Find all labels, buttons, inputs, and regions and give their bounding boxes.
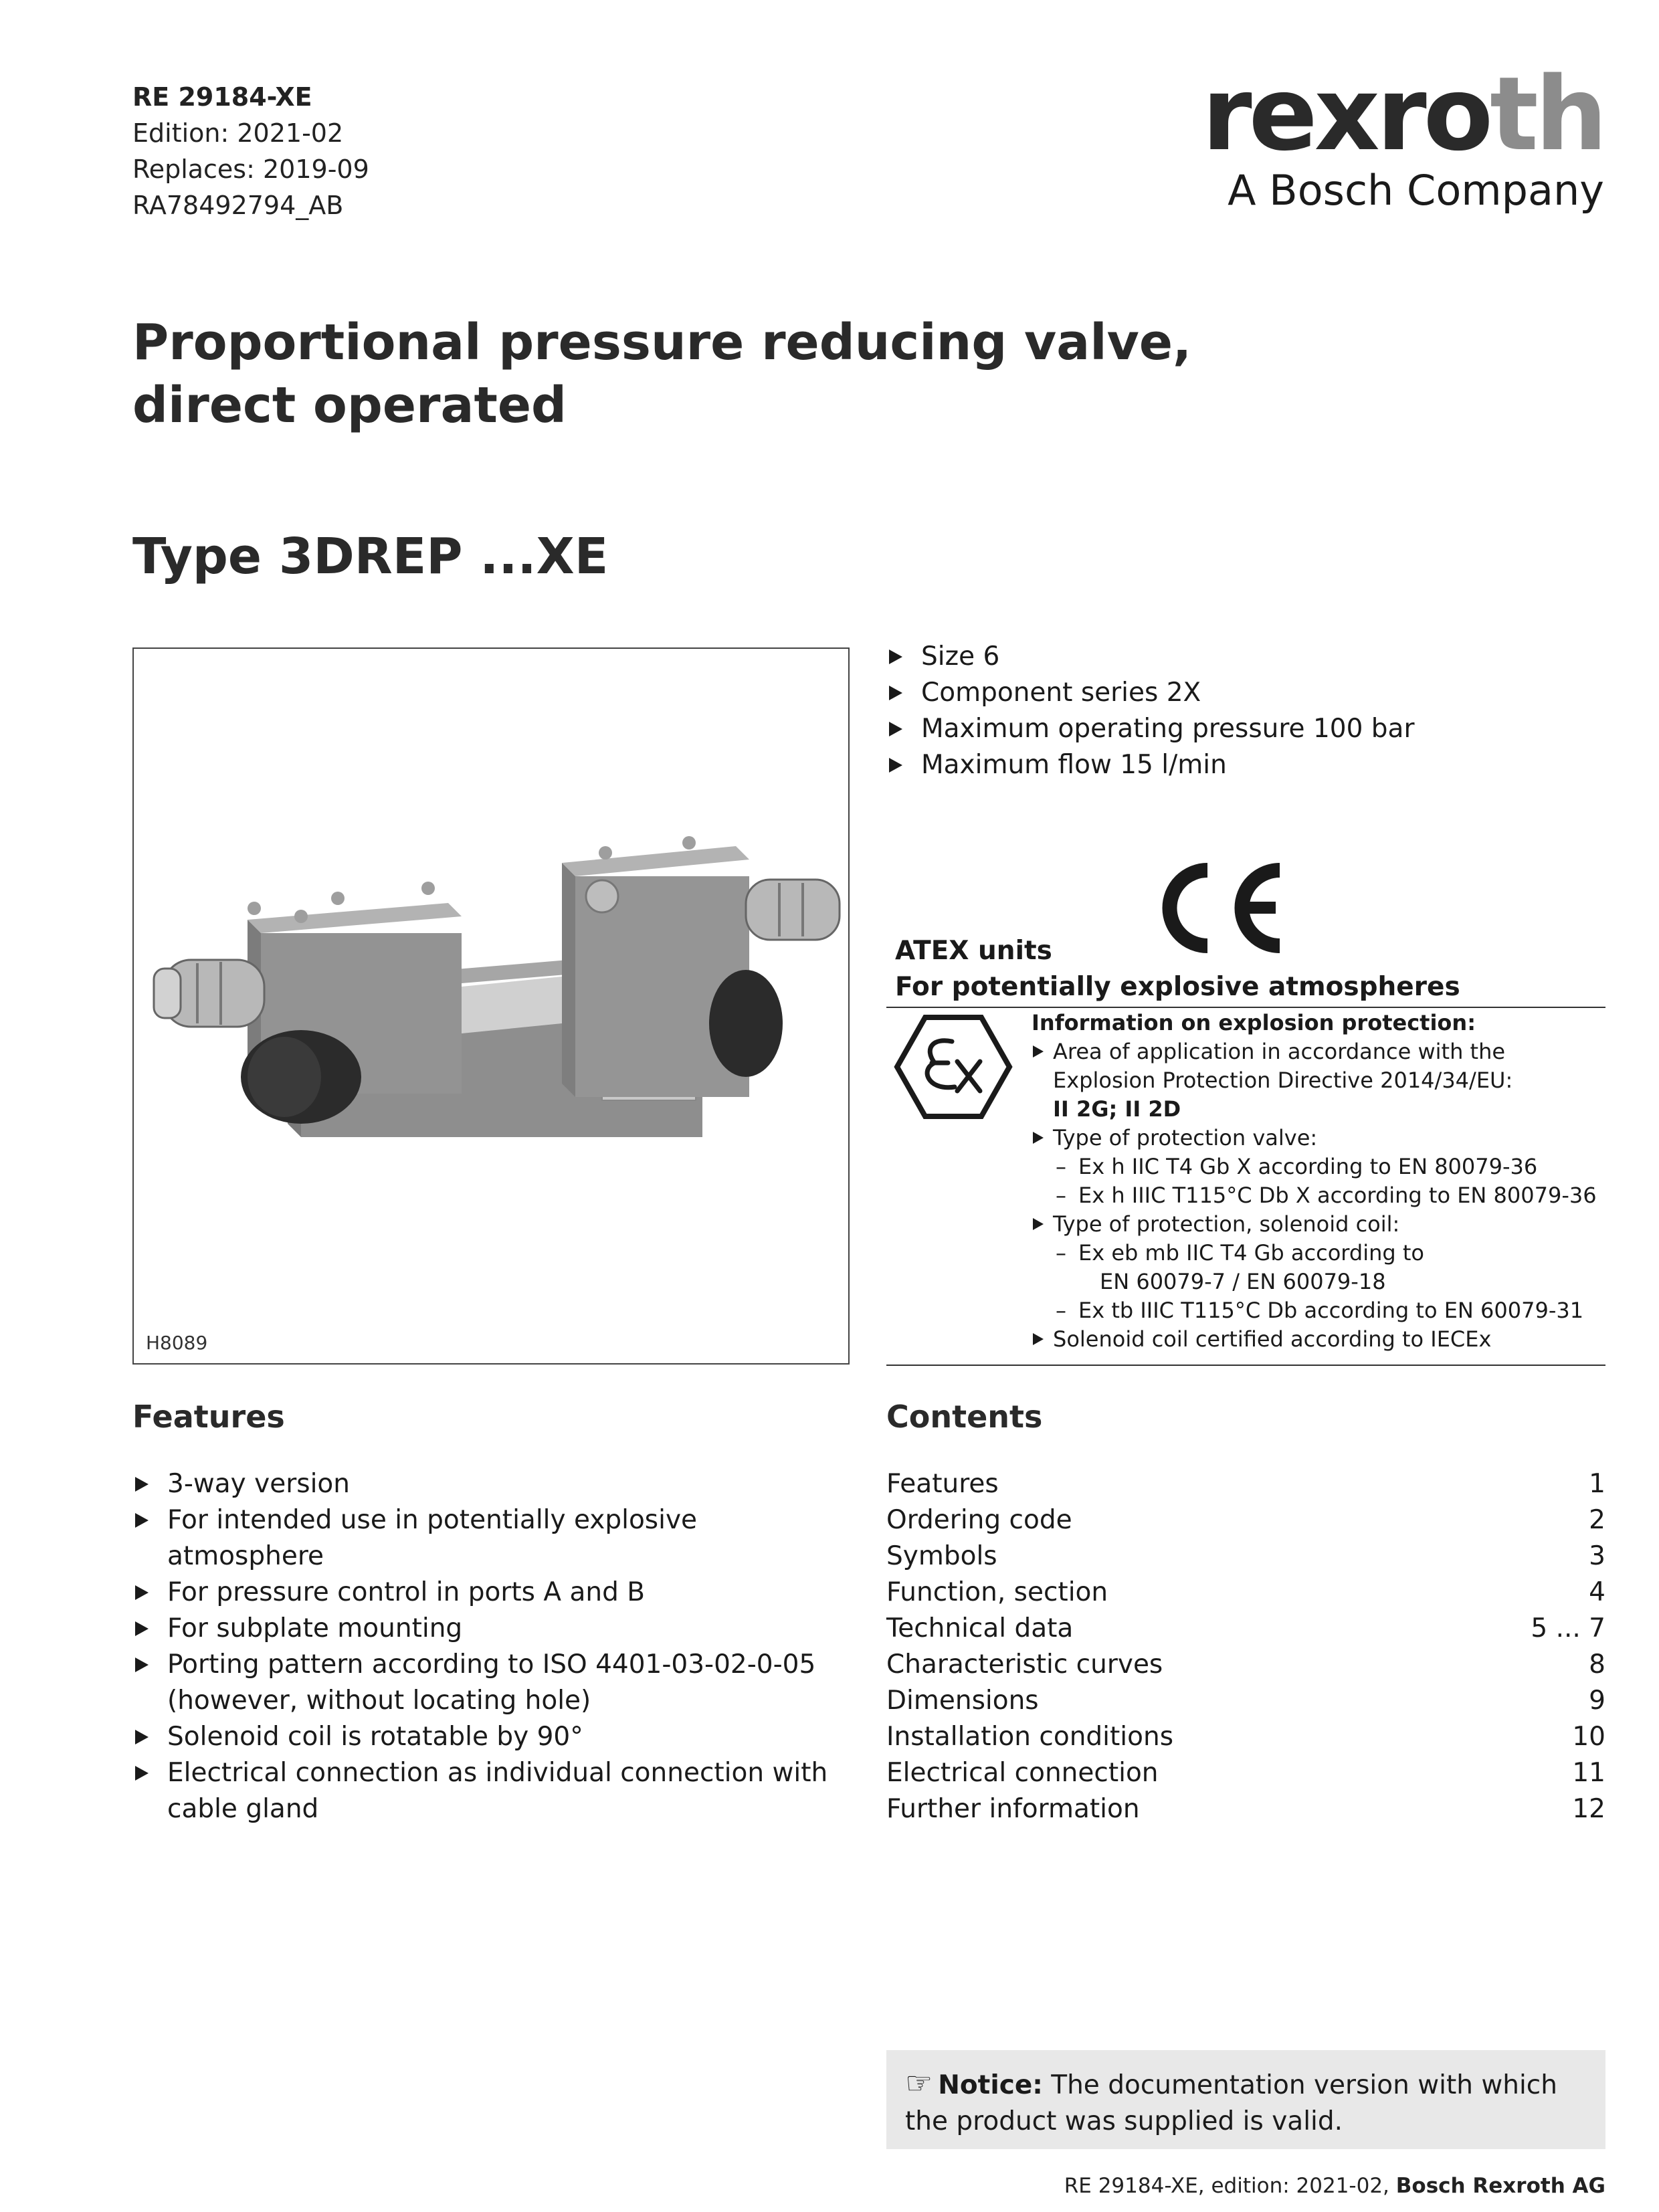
- atex-heading: [895, 933, 1460, 1005]
- replaces: Replaces: 2019-09: [132, 155, 369, 184]
- brand-wordmark: [1176, 55, 1604, 173]
- toc-page: 2: [1589, 1505, 1605, 1535]
- valve-protection-heading: Type of protection valve:: [1053, 1125, 1318, 1150]
- list-item: Maximum flow 15 l/min: [886, 747, 1609, 783]
- contents-heading: Contents: [886, 1399, 1043, 1435]
- toc-page: 9: [1589, 1686, 1605, 1716]
- valve-illustration: [134, 649, 848, 1363]
- image-code: H8089: [146, 1332, 208, 1354]
- title-line-2: direct operated: [132, 377, 567, 434]
- toc-page: 4: [1589, 1577, 1605, 1607]
- toc-page: 12: [1572, 1794, 1605, 1824]
- toc-row-technical-data[interactable]: [886, 1611, 1605, 1647]
- list-item: Maximum operating pressure 100 bar: [886, 711, 1609, 747]
- coil-protection-1-continued: EN 60079-7 / EN 60079-18: [1100, 1269, 1386, 1294]
- toc-page: 1: [1589, 1469, 1605, 1499]
- toc-label: Further information: [886, 1794, 1140, 1824]
- explosion-info-heading: Information on explosion protection:: [1032, 1010, 1476, 1035]
- atex-line-1: ATEX units: [895, 936, 1052, 966]
- toc-label: Dimensions: [886, 1686, 1039, 1716]
- divider: [886, 1365, 1605, 1366]
- ex-explosion-protection-icon: [893, 1013, 1013, 1120]
- document-number: RE 29184-XE: [132, 82, 312, 112]
- page-footer: [1064, 2173, 1605, 2199]
- list-item: 3-way version: [132, 1466, 855, 1502]
- notice-label: Notice:: [938, 2070, 1043, 2100]
- list-item: Size 6: [886, 639, 1609, 675]
- area-of-application: Area of application in accordance with the Explosion Protection Directive 2014/34/EU:: [1053, 1039, 1513, 1093]
- toc-row-dimensions[interactable]: [886, 1683, 1605, 1719]
- rexroth-logo: [1176, 55, 1604, 215]
- toc-row-electrical-connection[interactable]: [886, 1755, 1605, 1791]
- page-title: [132, 311, 1191, 437]
- list-item: Solenoid coil is rotatable by 90°: [132, 1719, 855, 1755]
- footer-text: RE 29184-XE, edition: 2021-02,: [1064, 2174, 1389, 2198]
- coil-protection-heading: Type of protection, solenoid coil:: [1053, 1211, 1400, 1237]
- valve-protection-1: – Ex h IIC T4 Gb X according to EN 80079-36: [1053, 1152, 1607, 1181]
- list-item: Component series 2X: [886, 675, 1609, 711]
- toc-page: 5 ... 7: [1531, 1613, 1605, 1643]
- list-item: Electrical connection as individual connection with cable gland: [132, 1755, 855, 1827]
- material-number: RA78492794_AB: [132, 191, 344, 220]
- list-item: For pressure control in ports A and B: [132, 1575, 855, 1611]
- list-item: [1032, 1124, 1607, 1210]
- toc-label: Symbols: [886, 1541, 997, 1571]
- toc-label: Function, section: [886, 1577, 1108, 1607]
- valve-protection-2: – Ex h IIIC T115°C Db X according to EN 80079-36: [1053, 1181, 1607, 1210]
- notice-text: The documentation version with which the product was supplied is valid.: [905, 2070, 1557, 2136]
- toc-label: Electrical connection: [886, 1758, 1159, 1788]
- features-heading: Features: [132, 1399, 285, 1435]
- list-item: [1032, 1037, 1607, 1124]
- toc-row-function-section[interactable]: [886, 1575, 1605, 1611]
- edition: Edition: 2021-02: [132, 118, 344, 148]
- list-item: For subplate mounting: [132, 1611, 855, 1647]
- brand-wordmark-head: rexro: [1201, 55, 1490, 173]
- area-marks: II 2G; II 2D: [1053, 1096, 1181, 1122]
- list-item: [1032, 1210, 1607, 1325]
- list-item: For intended use in potentially explosive atmosphere: [132, 1502, 855, 1575]
- document-meta: [132, 79, 369, 223]
- divider: [886, 1007, 1605, 1008]
- toc-label: Technical data: [886, 1613, 1074, 1643]
- explosion-protection-info: [1032, 1009, 1607, 1354]
- footer-company: Bosch Rexroth AG: [1395, 2174, 1605, 2198]
- table-of-contents: [886, 1466, 1605, 1827]
- toc-row-further-information[interactable]: [886, 1791, 1605, 1827]
- spec-list: [886, 639, 1609, 783]
- toc-row-features[interactable]: [886, 1466, 1605, 1502]
- atex-line-2: For potentially explosive atmospheres: [895, 972, 1460, 1002]
- list-item: Porting pattern according to ISO 4401-03-02-0-05 (however, without locating hole): [132, 1647, 855, 1719]
- product-image-frame: [132, 647, 850, 1365]
- toc-label: Ordering code: [886, 1505, 1072, 1535]
- toc-row-characteristic-curves[interactable]: [886, 1647, 1605, 1683]
- coil-protection-1: – Ex eb mb IIC T4 Gb according to: [1053, 1239, 1607, 1268]
- toc-label: Features: [886, 1469, 999, 1499]
- list-item: Solenoid coil certified according to IECEx: [1032, 1325, 1607, 1354]
- toc-label: Characteristic curves: [886, 1649, 1163, 1680]
- toc-page: 11: [1572, 1758, 1605, 1788]
- toc-label: Installation conditions: [886, 1722, 1174, 1752]
- toc-row-ordering-code[interactable]: [886, 1502, 1605, 1538]
- coil-protection-2: – Ex tb IIIC T115°C Db according to EN 60079-31: [1053, 1296, 1607, 1325]
- pointing-hand-icon: ☞: [905, 2065, 933, 2101]
- brand-subline: A Bosch Company: [1228, 166, 1604, 215]
- type-designation: Type 3DREP ...XE: [132, 528, 609, 585]
- toc-page: 3: [1589, 1541, 1605, 1571]
- title-line-1: Proportional pressure reducing valve,: [132, 314, 1192, 371]
- brand-wordmark-tail: th: [1490, 55, 1604, 173]
- toc-page: 10: [1572, 1722, 1605, 1752]
- toc-row-installation-conditions[interactable]: [886, 1719, 1605, 1755]
- toc-row-symbols[interactable]: [886, 1538, 1605, 1575]
- toc-page: 8: [1589, 1649, 1605, 1680]
- notice-box: [886, 2050, 1605, 2149]
- features-list: [132, 1466, 855, 1827]
- explosion-info-list: [1032, 1037, 1607, 1354]
